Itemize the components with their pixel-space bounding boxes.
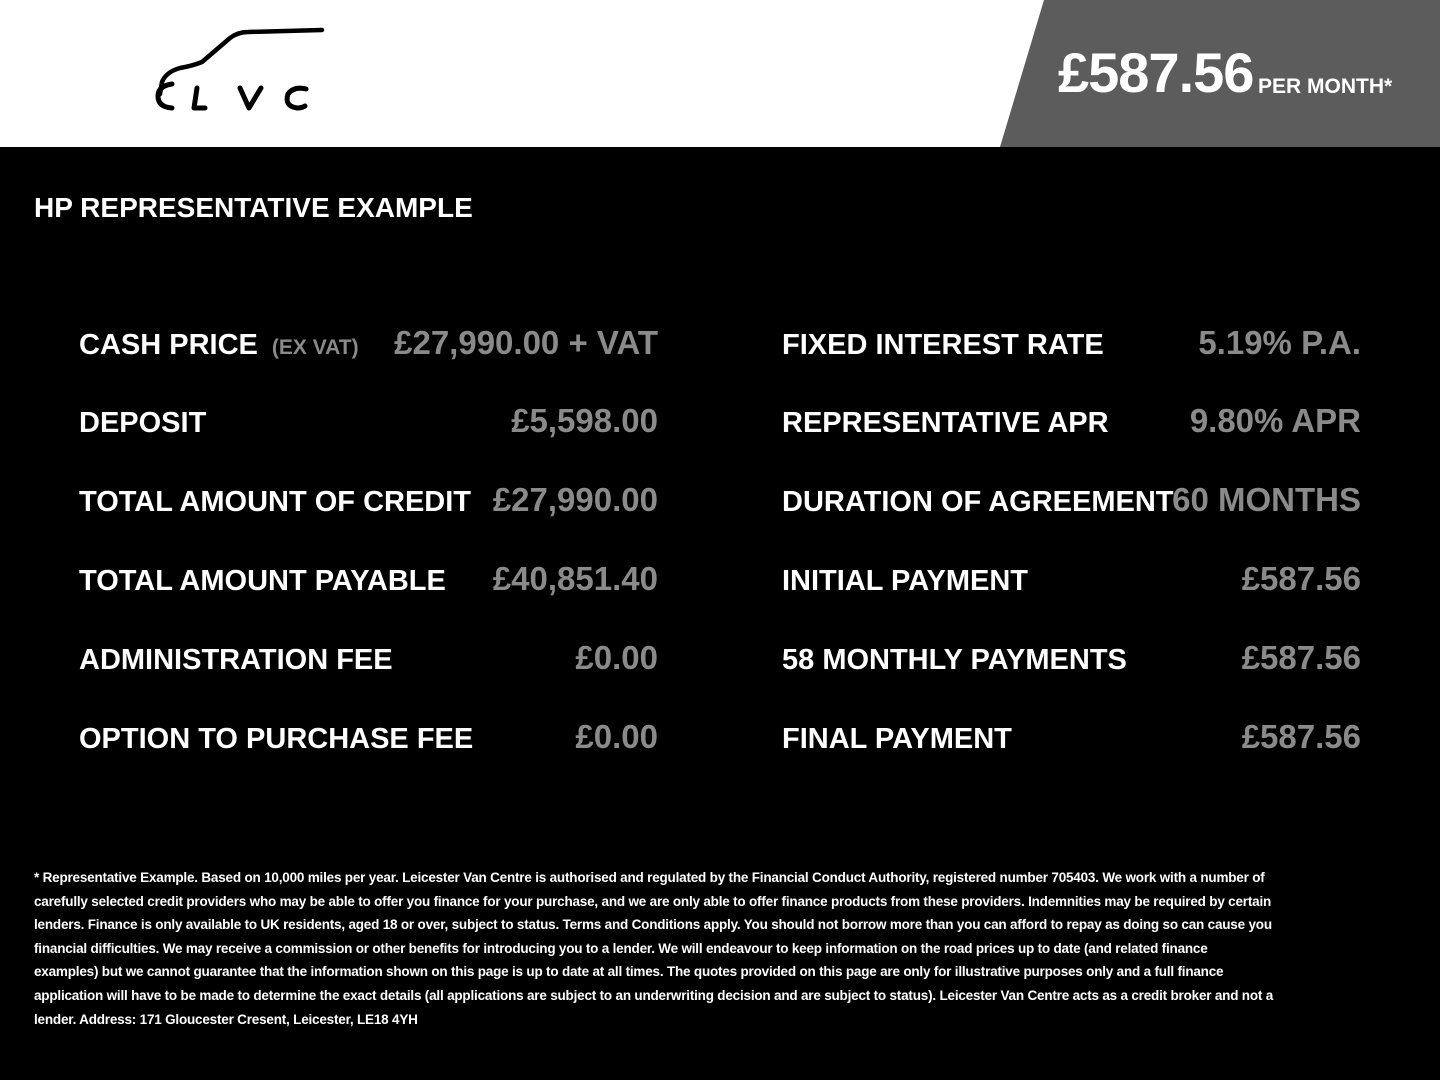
row-label: DEPOSIT xyxy=(79,407,207,439)
row-value: £40,851.40 xyxy=(492,560,658,597)
row-purchase-fee xyxy=(79,719,658,759)
row-initial-payment xyxy=(782,561,1361,601)
row-label: INITIAL PAYMENT xyxy=(782,565,1028,597)
row-admin-fee xyxy=(79,640,658,680)
section-title: HP REPRESENTATIVE EXAMPLE xyxy=(34,192,473,223)
van-outline-logo-icon xyxy=(150,22,340,122)
row-value: 5.19% P.A. xyxy=(1198,324,1361,361)
row-cash-price xyxy=(79,325,658,365)
per-month-label: PER MONTH* xyxy=(1258,75,1393,98)
row-value: 9.80% APR xyxy=(1189,402,1361,439)
row-value: £587.56 xyxy=(1241,560,1361,597)
row-interest-rate xyxy=(782,325,1361,365)
row-total-payable xyxy=(79,561,658,601)
row-label: DURATION OF AGREEMENT xyxy=(782,486,1174,518)
row-label: FIXED INTEREST RATE xyxy=(782,329,1104,361)
row-value: £5,598.00 xyxy=(511,402,658,439)
row-label: TOTAL AMOUNT OF CREDIT xyxy=(79,486,472,518)
row-duration xyxy=(782,482,1361,522)
row-label: 58 MONTHLY PAYMENTS xyxy=(782,644,1127,676)
row-value: £0.00 xyxy=(575,639,658,676)
row-value: £0.00 xyxy=(575,718,658,755)
row-value: £27,990.00 + VAT xyxy=(394,324,658,361)
row-value: £587.56 xyxy=(1241,639,1361,676)
row-total-credit xyxy=(79,482,658,522)
row-value: £587.56 xyxy=(1241,718,1361,755)
row-label: ADMINISTRATION FEE xyxy=(79,644,393,676)
row-value: £27,990.00 xyxy=(492,481,658,518)
row-value: 60 MONTHS xyxy=(1172,481,1361,518)
row-final-payment xyxy=(782,719,1361,759)
row-label: CASH PRICE xyxy=(79,329,258,361)
header-bar xyxy=(0,0,1440,147)
legal-footnote: * Representative Example. Based on 10,000 miles per year. Leicester Van Centre is authorised and regulated by the Financial Conduct Authority, registered number 705403. We work with a number of carefully selected credit providers who may be able to offer you finance for your purchase, and we are only able to offer finance products from these providers. Indemnities may be required by certain lenders. Finance is only available to UK residents, aged 18 or over, subject to status. Terms and Conditions apply. You should not borrow more than you can afford to repay as doing so can cause you financial difficulties. We may receive a commission or other benefits for introducing you to a lender. We will endeavour to keep information on the road prices up to date (and related finance examples) but we cannot guarantee that the information shown on this page is up to date at all times. The quotes provided on this page are only for illustrative purposes only and a full finance application will have to be made to determine the exact details (all applications are subject to an underwriting decision and are subject to status). Leicester Van Centre acts as a credit broker and not a lender. Address: 171 Gloucester Cresent, Leicester, LE18 4YH xyxy=(34,870,1274,1027)
row-label-note: (EX VAT) xyxy=(271,336,359,359)
row-deposit xyxy=(79,403,658,443)
monthly-price: £587.56 xyxy=(1058,41,1254,104)
row-apr xyxy=(782,403,1361,443)
row-label: REPRESENTATIVE APR xyxy=(782,407,1109,439)
row-label: TOTAL AMOUNT PAYABLE xyxy=(79,565,446,597)
row-label: FINAL PAYMENT xyxy=(782,723,1012,755)
row-monthly-payments xyxy=(782,640,1361,680)
row-label: OPTION TO PURCHASE FEE xyxy=(79,723,474,755)
lvc-logo[interactable] xyxy=(150,22,340,122)
